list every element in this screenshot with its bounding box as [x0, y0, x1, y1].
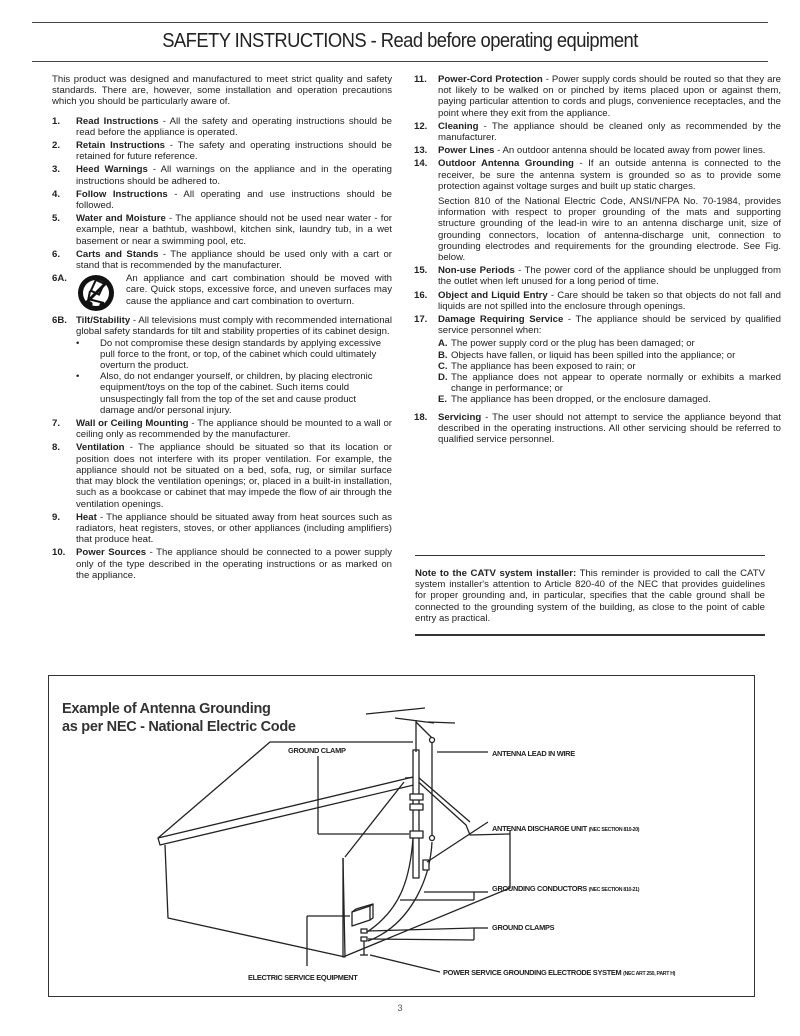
sub-item-text: The appliance has been exposed to rain; or	[451, 360, 636, 372]
item-text: - The user should not attempt to service the appliance beyond that described in the operating instructions. All other servicing should be referred to qualified service personnel.	[438, 411, 781, 446]
label-electric-service-equipment: ELECTRIC SERVICE EQUIPMENT	[248, 973, 358, 982]
item-text: - If an outside antenna is connected to the receiver, be sure the antenna system is grounded so as to provide some protection against voltage surges and built up static charges.	[438, 158, 781, 192]
label-text: POWER SERVICE GROUNDING ELECTRODE SYSTEM	[443, 968, 622, 977]
item-paragraph: Section 810 of the National Electric Code, ANSI/NFPA No. 70-1984, provides information with respect to proper grounding of the mats and supporting structure grounding of the lead-in wire to an antenna discharge unit, size of grounding connectors, location of antenna-discharge unit, connection to grounding electrodes and requirements for the grounding electrode. See Fig. below.	[438, 196, 781, 264]
label-power-service-grounding	[443, 968, 675, 977]
sub-item-text: Objects have fallen, or liquid has been spilled into the appliance; or	[451, 349, 736, 361]
item-number: 8.	[52, 442, 61, 454]
label-ref: (NEC SECTION 810-21)	[588, 887, 640, 893]
item-text: - The appliance should be mounted to a wall or ceiling only as recommended by the manufacturer.	[76, 418, 393, 441]
page-title: SAFETY INSTRUCTIONS - Read before operating equipment	[162, 30, 638, 52]
item-number: 6.	[52, 248, 61, 260]
item-heading: Servicing	[438, 411, 482, 423]
item-text: - The safety and operating instructions should be retained for future reference.	[76, 140, 392, 163]
item-text: - The power cord of the appliance should be unplugged from the outlet when left unused for a long period of time.	[438, 265, 781, 288]
item-heading: Cleaning	[438, 120, 479, 132]
item-text: - Care should be taken so that objects do not fall and liquids are not spilled into the enclosure through openings.	[438, 289, 782, 312]
item-heading: Wall or Ceiling Mounting	[76, 418, 189, 430]
item-number: 12.	[414, 120, 428, 132]
label-ground-clamp: GROUND CLAMP	[288, 746, 346, 755]
item-number: 6A.	[52, 273, 67, 285]
item-heading: Non-use Periods	[438, 265, 515, 277]
item-text: - The appliance should be serviced by qualified service personnel when:	[438, 314, 781, 337]
bullet-item: • Do not compromise these design standards by applying excessive pull force to the front, or top, of the cabinet which could ultimately overturn the product.	[76, 338, 392, 372]
item-text: - All televisions must comply with recommended international global safety standards for tilt and stability properties of its cabinet design.	[76, 315, 392, 338]
item-number: 3.	[52, 164, 61, 176]
item-number: 6B.	[52, 315, 67, 327]
item-heading: Outdoor Antenna Grounding	[438, 158, 574, 170]
item-heading: Carts and Stands	[76, 248, 159, 260]
sub-item-letter: B.	[438, 349, 448, 361]
item-heading: Damage Requiring Service	[438, 314, 564, 326]
item-text: - All warnings on the appliance and in the operating instructions should be adhered to.	[76, 164, 392, 187]
bullet-item: • Also, do not endanger yourself, or children, by placing electronic equipment/toys on the top of the cabinet. Such items could unsuspectingly fall from the top of the set and cause product damage and/or personal injury.	[76, 371, 392, 416]
sub-item-letter: C.	[438, 360, 448, 372]
figure-title-line1: Example of Antenna Grounding	[62, 701, 271, 717]
label-ref: (NEC SECTION 810-20)	[588, 827, 640, 833]
sub-item-letter: D.	[438, 372, 448, 384]
item-number: 18.	[414, 411, 428, 423]
item-6a-text: An appliance and cart combination should be moved with care. Quick stops, excessive force, and uneven surfaces may cause the appliance and cart combination to overturn.	[126, 273, 392, 307]
catv-note-text: This reminder is provided to call the CATV system installer's attention to Article 820-40 of the NEC that provides guidelines for proper grounding and, in particular, specifies that the cable ground shall be connected to the grounding system of the building, as close to the point of cable entry as practical.	[415, 568, 765, 624]
bullet-text: Do not compromise these design standards by applying excessive pull force to the front, or top, of the cabinet which could ultimately overturn the product.	[100, 337, 382, 372]
figure-title-line2: as per NEC - National Electric Code	[62, 719, 296, 735]
item-heading: Heat	[76, 511, 97, 523]
item-text: - The appliance should be situated so that its location or position does not interfere with its proper ventilation. For example, the appliance should not be situated on a bed, sofa, rug, or similar surface that may block the ventilation openings; or, placed in a built-in installation, such as a bookcase or cabinet that may impede the flow of air through the ventilation openings.	[76, 442, 392, 510]
item-text: - The appliance should be cleaned only as recommended by the manufacturer.	[438, 120, 781, 144]
sub-item-text: The appliance does not appear to operate normally or exhibits a marked change in performance; or	[451, 372, 781, 395]
label-antenna-discharge-unit	[492, 824, 639, 833]
item-heading: Ventilation	[76, 442, 125, 454]
item-number: 16.	[414, 289, 428, 301]
label-grounding-conductors	[492, 884, 639, 893]
item-text: - The appliance should not be used near water - for example, near a bathtub, washbowl, kitchen sink, laundry tub, in a wet basement or near a swimming pool, etc.	[76, 213, 392, 247]
sub-item-text: The power supply cord or the plug has been damaged; or	[451, 338, 695, 350]
item-heading: Heed Warnings	[76, 164, 148, 176]
item-text: - All operating and use instructions should be followed.	[76, 188, 392, 212]
item-heading: Retain Instructions	[76, 140, 166, 152]
item-heading: Power Sources	[76, 547, 147, 559]
label-text: ANTENNA DISCHARGE UNIT	[492, 824, 587, 833]
item-heading: Tilt/Stability	[76, 315, 131, 327]
sub-item-text: The appliance has been dropped, or the enclosure damaged.	[451, 394, 711, 406]
item-number: 4.	[52, 188, 61, 200]
label-ground-clamps: GROUND CLAMPS	[492, 923, 555, 932]
item-number: 10.	[52, 547, 66, 559]
item-heading: Read Instructions	[76, 115, 159, 127]
item-heading: Follow Instructions	[76, 188, 168, 200]
item-number: 2.	[52, 140, 61, 152]
item-number: 13.	[414, 145, 428, 157]
sub-item-letter: A.	[438, 338, 448, 350]
item-text: - The appliance should be used only with a cart or stand that is recommended by the manufacturer.	[76, 248, 392, 272]
item-text: - Power supply cords should be routed so that they are not likely to be walked on or pinched by items placed upon or against them, paying particular attention to cords and plugs, convenience receptacles, and the point where they exit from the appliance.	[438, 74, 781, 119]
item-number: 7.	[52, 418, 61, 430]
item-heading: Object and Liquid Entry	[438, 289, 548, 301]
item-text: - The appliance should be connected to a power supply only of the type described in the operating instructions or as marked on the appliance.	[76, 547, 392, 581]
item-text: - All the safety and operating instructions should be read before the appliance is operated.	[76, 115, 392, 138]
item-text: - The appliance should be situated away from heat sources such as radiators, heat registers, stoves, or other appliances (including amplifiers) that produce heat.	[76, 511, 392, 546]
item-number: 1.	[52, 115, 61, 127]
item-number: 15.	[414, 265, 428, 277]
intro-text: This product was designed and manufactured to meet strict quality and safety standards. There are, however, some installation and operation precautions which you should be particularly aware of.	[52, 74, 392, 108]
item-text: - An outdoor antenna should be located away from power lines.	[494, 145, 766, 157]
sub-item-letter: E.	[438, 394, 448, 406]
label-antenna-lead-in-wire: ANTENNA LEAD IN WIRE	[492, 749, 575, 758]
catv-note-heading: Note to the CATV system installer:	[415, 568, 577, 579]
bullet-text: Also, do not endanger yourself, or children, by placing electronic equipment/toys on the top of the cabinet. Such items could unsuspectingly fall from the top of the set and cause product damage and/or personal injury.	[100, 371, 373, 416]
item-number: 14.	[414, 158, 428, 170]
item-number: 11.	[414, 74, 427, 85]
label-ref: (NEC ART 250, PART H)	[623, 971, 676, 977]
item-heading: Water and Moisture	[76, 213, 166, 225]
item-number: 5.	[52, 213, 61, 225]
label-text: GROUNDING CONDUCTORS	[492, 884, 587, 893]
page-number: 3	[397, 1003, 403, 1013]
item-heading: Power-Cord Protection	[438, 74, 543, 85]
item-heading: Power Lines	[438, 145, 495, 157]
item-number: 9.	[52, 511, 61, 523]
item-number: 17.	[414, 314, 428, 326]
